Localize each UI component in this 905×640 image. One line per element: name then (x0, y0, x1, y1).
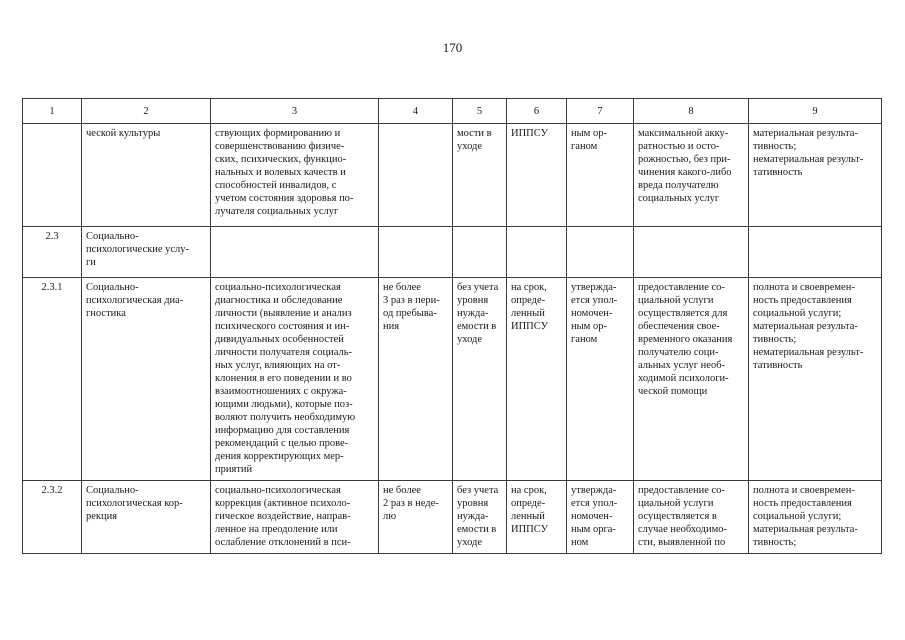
conditions-cell: максимальной акку- ратностью и осто- рожностью, без при- чинения какого-либо вреда получателю социальных услуг (634, 124, 749, 227)
services-table (22, 98, 882, 554)
rate-cell: ным ор- ганом (567, 124, 634, 227)
frequency-cell (379, 124, 453, 227)
row-number-cell: 2.3 (23, 227, 82, 278)
term-cell: на срок, опреде- ленный ИППСУ (507, 278, 567, 481)
term-cell: ИППСУ (507, 124, 567, 227)
quality-cell: полнота и своевремен- ность предоставления социальной услуги; материальная результа- тивность; нематериальная результ- тативность (749, 278, 882, 481)
need-level-cell (453, 227, 507, 278)
column-header: 3 (211, 99, 379, 124)
quality-cell (749, 227, 882, 278)
row-number-cell (23, 124, 82, 227)
term-cell (507, 227, 567, 278)
table-row (23, 481, 882, 554)
need-level-cell: без учета уровня нужда- емости в уходе (453, 278, 507, 481)
column-header: 5 (453, 99, 507, 124)
need-level-cell: без учета уровня нужда- емости в уходе (453, 481, 507, 554)
need-level-cell: мости в уходе (453, 124, 507, 227)
service-name-cell: ческой культуры (82, 124, 211, 227)
rate-cell: утвержда- ется упол- номочен- ным орга- ном (567, 481, 634, 554)
conditions-cell: предоставление со- циальной услуги осуществляется в случае необходимо- сти, выявленной по (634, 481, 749, 554)
service-name-cell: Социально- психологическая диа- гностика (82, 278, 211, 481)
rate-cell (567, 227, 634, 278)
table-header-row (23, 99, 882, 124)
quality-cell: материальная результа- тивность; нематериальная результ- тативность (749, 124, 882, 227)
table-row (23, 124, 882, 227)
column-header: 1 (23, 99, 82, 124)
column-header: 4 (379, 99, 453, 124)
conditions-cell (634, 227, 749, 278)
column-header: 9 (749, 99, 882, 124)
service-name-cell: Социально- психологическая кор- рекция (82, 481, 211, 554)
row-number-cell: 2.3.1 (23, 278, 82, 481)
table-row (23, 227, 882, 278)
column-header: 6 (507, 99, 567, 124)
row-number-cell: 2.3.2 (23, 481, 82, 554)
rate-cell: утвержда- ется упол- номочен- ным ор- ганом (567, 278, 634, 481)
service-name-cell: Социально- психологические услу- ги (82, 227, 211, 278)
frequency-cell: не более 2 раз в неде- лю (379, 481, 453, 554)
conditions-cell: предоставление со- циальной услуги осуществляется для обеспечения свое- временного оказания получателю соци- альных услуг необ- ходимой психологи- ческой помощи (634, 278, 749, 481)
description-cell (211, 227, 379, 278)
page-number: 170 (442, 40, 463, 55)
description-cell: ствующих формированию и совершенствованию физиче- ских, психических, функцио- нальных и волевых качеств и способностей инвалидов, с учетом состояния здоровья по- лучателя социальных услуг (211, 124, 379, 227)
frequency-cell (379, 227, 453, 278)
column-header: 7 (567, 99, 634, 124)
description-cell: социально-психологическая диагностика и обследование личности (выявление и анализ психического состояния и ин- дивидуальных особенностей личности получателя социаль- ных услуг, влияющих на от- клонения в его поведении и во взаимоотношениях с окружа- ющими людьми), которые поз- воляют получить необходимую информацию для составления рекомендаций с целью прове- дения корректирующих мер- приятий (211, 278, 379, 481)
description-cell: социально-психологическая коррекция (активное психоло- гическое воздействие, направ- ленное на преодоление или ослабление отклонений в пси- (211, 481, 379, 554)
quality-cell: полнота и своевремен- ность предоставления социальной услуги; материальная результа- тивность; (749, 481, 882, 554)
table-row (23, 278, 882, 481)
column-header: 8 (634, 99, 749, 124)
column-header: 2 (82, 99, 211, 124)
term-cell: на срок, опреде- ленный ИППСУ (507, 481, 567, 554)
frequency-cell: не более 3 раз в пери- од пребыва- ния (379, 278, 453, 481)
